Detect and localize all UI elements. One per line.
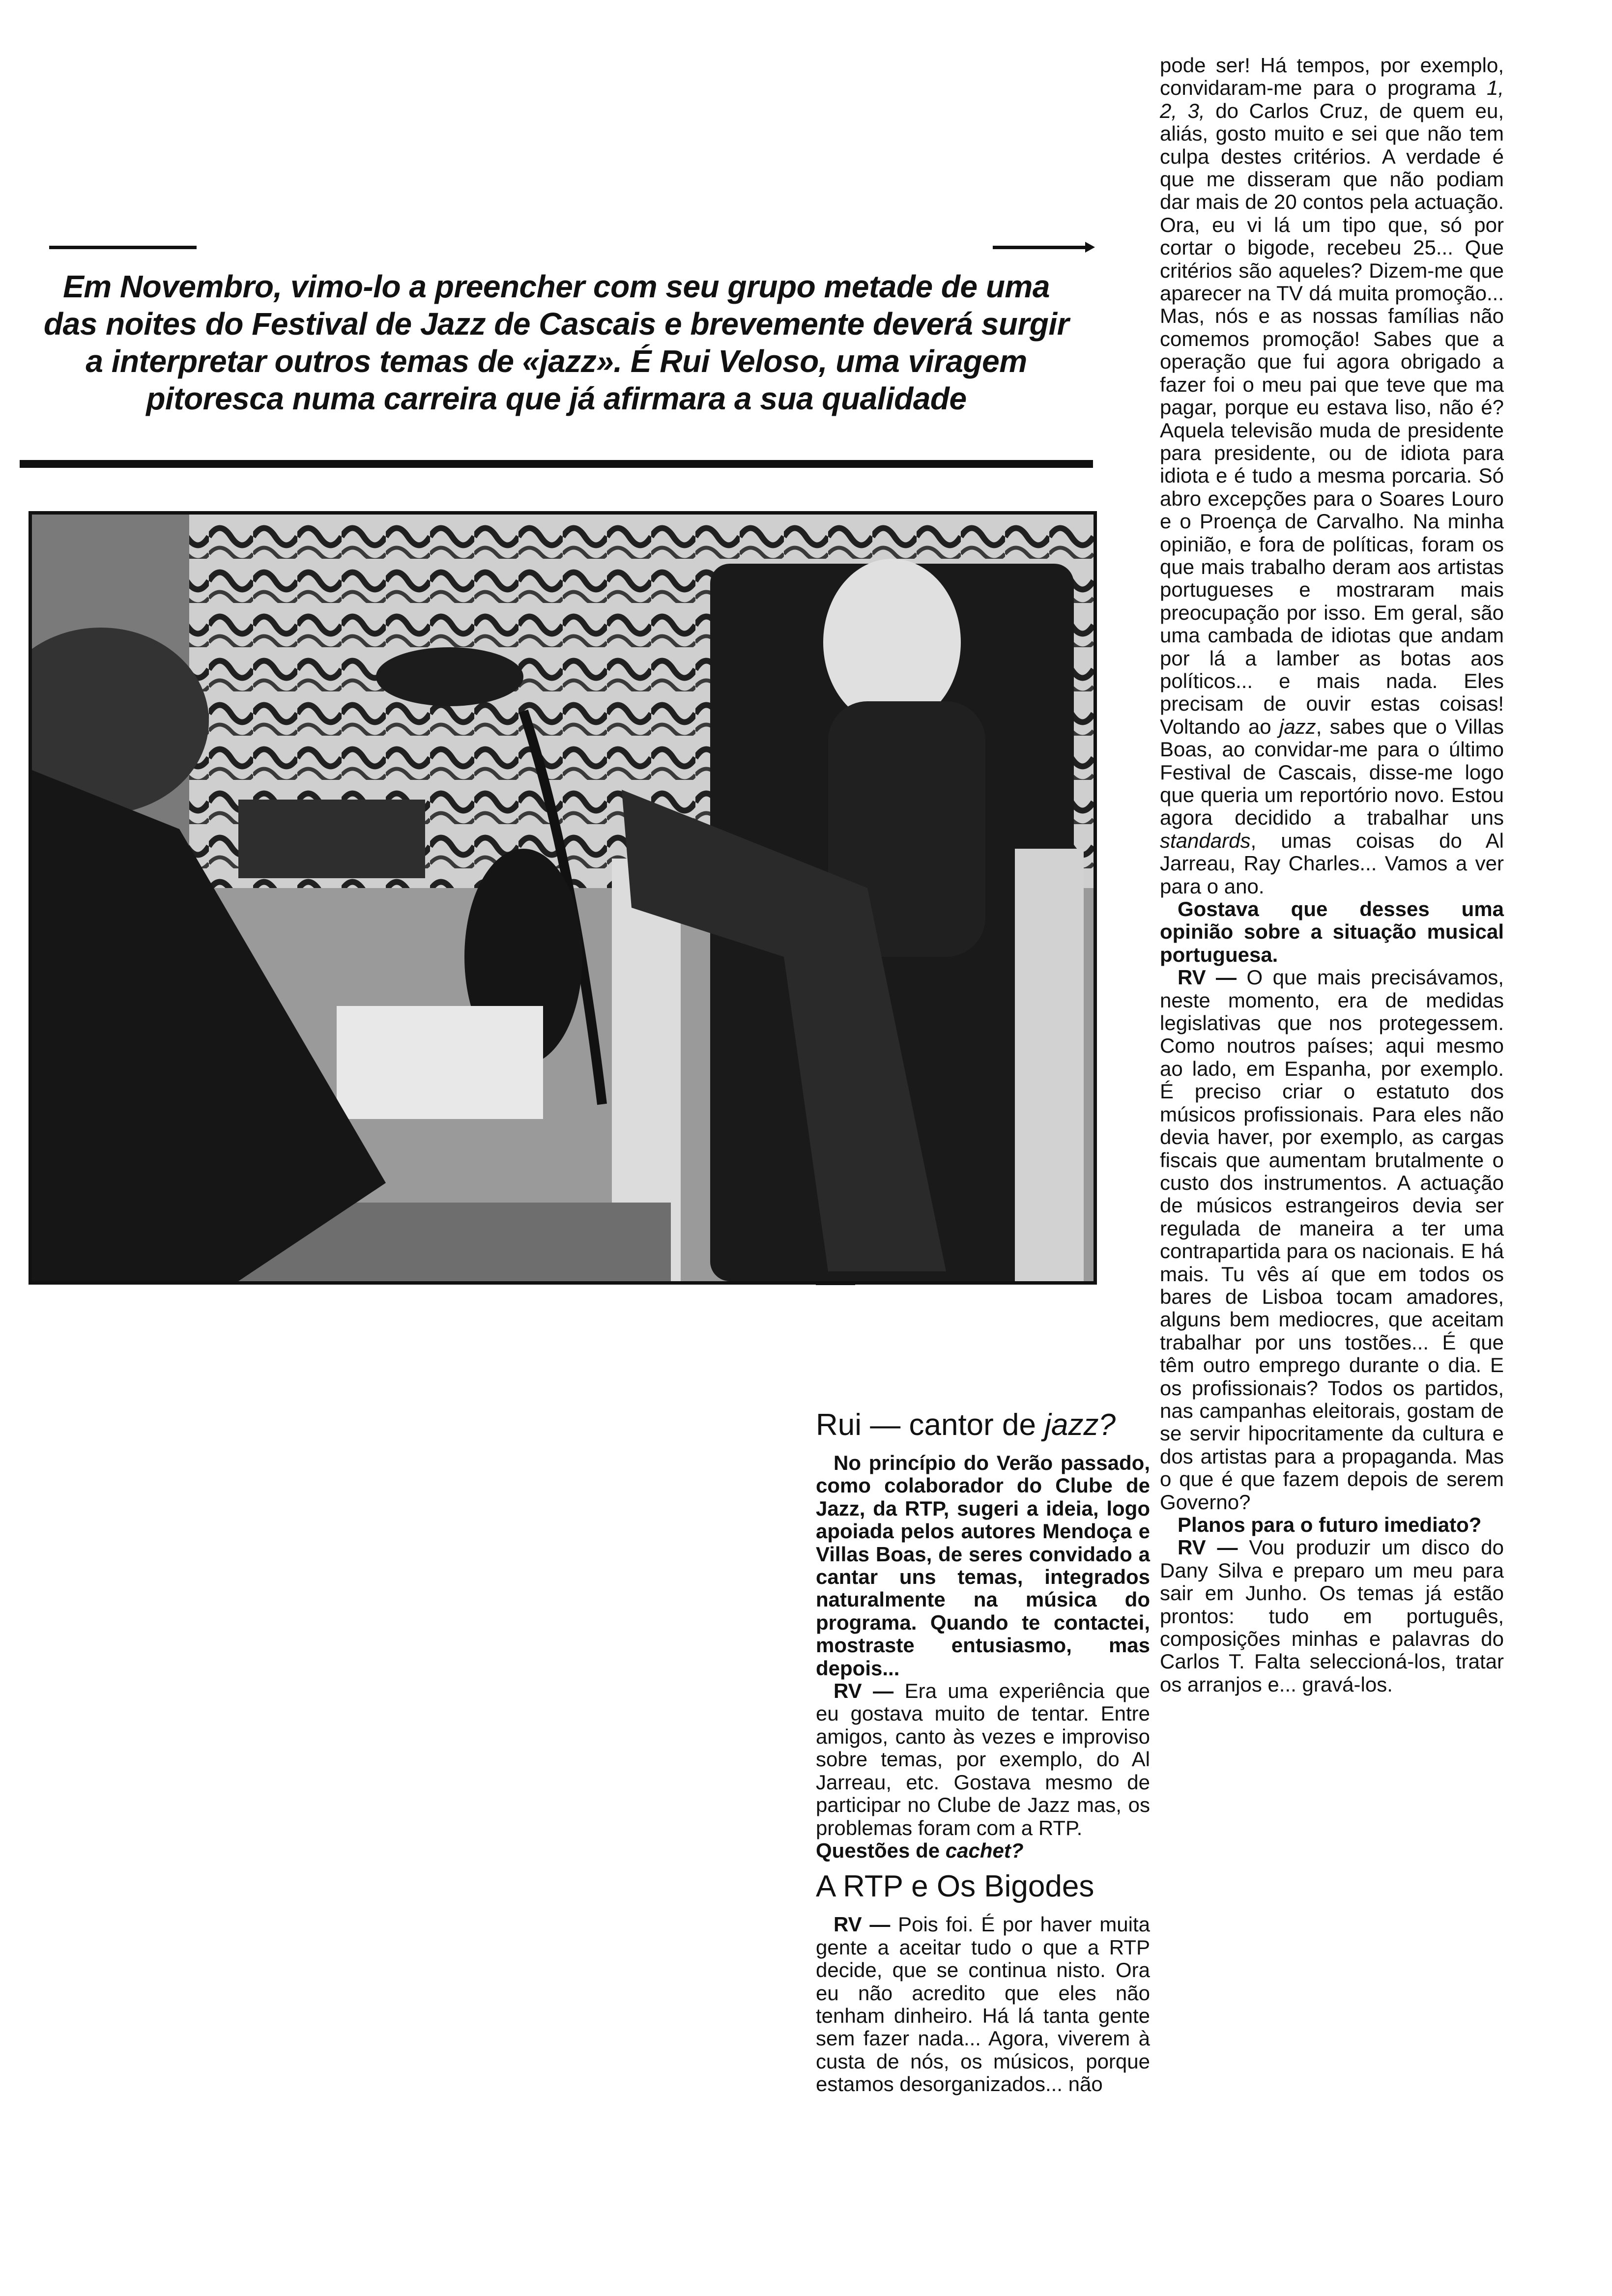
standfirst-line: pitoresca numa carreira que já afirmara a sua qualidade — [146, 381, 967, 416]
top-rule-left — [49, 246, 197, 249]
answer-3 — [1160, 966, 1504, 1514]
speaker-label: RV — — [834, 1913, 898, 1936]
continued-answer — [1160, 54, 1504, 898]
photo-rui-veloso — [29, 511, 1097, 1285]
jazz-word: jazz — [1279, 715, 1316, 738]
answer-2 — [816, 1913, 1150, 2095]
subheading: A RTP e Os Bigodes — [816, 1869, 1094, 1904]
top-rule-right — [993, 246, 1086, 249]
question-2-italic: cachet? — [945, 1838, 1024, 1862]
answer-1 — [816, 1680, 1150, 1839]
continued-text: , sabes que o Villas Boas, ao convidar-me para o último Festival de Cascais, disse-me logo que queria um reportório novo. Estou agora decidido a trabalhar uns — [1160, 715, 1504, 830]
speaker-label: RV — — [1178, 966, 1247, 989]
standfirst-line: das noites do Festival de Jazz de Cascais e brevemente deverá surgir — [43, 306, 1069, 342]
question-2 — [816, 1839, 1150, 1862]
continued-text: do Carlos Cruz, de quem eu, aliás, gosto muito e sei que não tem culpa destes critérios. A verdade é que me disseram que não podiam dar mais de 20 contos pela actuação. Ora, eu vi lá um tipo que, só por cortar o bigode, recebeu 25... Que critérios são aqueles? Dizem-me que aparecer na TV dá muita promoção... Mas, nós e as nossas famílias não comemos promoção! Sabes que a operação que fui agora obrigado a fazer foi o meu pai que teve que ma pagar, porque eu estava liso, não é? Aquela televisão muda de presidente para presidente, ou de idiota para idiota e é tudo a mesma porcaria. Só abro excepções para o Soares Louro e o Proença de Carvalho. Na minha opinião, e fora de políticas, foram os que mais trabalho deram aos artistas portugueses e mostraram mais preocupação por isso. Em geral, são uma cambada de idiotas que andam por lá a lamber as botas aos políticos... e mais nada. Eles precisam de ouvir estas coisas! Voltando ao — [1160, 99, 1504, 738]
article-title-text: Rui — cantor de — [816, 1408, 1045, 1442]
answer-2-text: Pois foi. É por haver muita gente a aceitar tudo o que a RTP decide, que se continua nisto. Ora eu não acredito que eles não tenham dinheiro. Há lá tanta gente sem fazer nada... Agora, viverem à custa de nós, os músicos, porque estamos desorganizados... não — [816, 1913, 1150, 2096]
standards-word: standards — [1160, 829, 1251, 852]
article-title-italic: jazz? — [1044, 1408, 1116, 1442]
photo-tick — [816, 1283, 855, 1285]
program-title: 1, 2, 3, — [1160, 76, 1504, 122]
answer-3-text: O que mais precisávamos, neste momento, era de medidas legislativas que nos protegessem. Como noutros países; aqui mesmo ao lado, em Espanha, por exemplo. É preciso criar o estatuto dos músicos profissionais. Para eles não devia haver, por exemplo, as cargas fiscais que aumentam brutalmente o custo dos instrumentos. A actuação de músicos estrangeiros devia ser regulada de maneira a ter uma contrapartida para os nacionais. E há mais. Tu vês aí que em todos os bares de Lisboa tocam amadores, alguns bem mediocres, que aceitam trabalhar por uns tostões... É que têm outro emprego durante o dia. E os profissionais? Todos os partidos, nas campanhas eleitorais, gostam de se servir hipocritamente da cultura e dos artistas para a propaganda. Mas o que é que fazem depois de serem Governo? — [1160, 966, 1504, 1514]
article-title — [816, 1406, 1150, 1445]
article-column-right — [1160, 54, 1504, 1696]
speaker-label: RV — — [1178, 1536, 1249, 1559]
photo-image — [32, 515, 1094, 1281]
answer-4-text: Vou produzir um disco do Dany Silva e preparo um meu para sair em Junho. Os temas já estão prontos: tudo em português, composições minhas e palavras do Carlos T. Falta seleccioná-los, tratar os arranjos e... gravá-los. — [1160, 1536, 1504, 1696]
question-4: Planos para o futuro imediato? — [1178, 1513, 1482, 1536]
answer-4 — [1160, 1536, 1504, 1696]
standfirst — [20, 268, 1093, 417]
article-column-middle — [816, 1401, 1150, 2096]
continued-text: , umas coisas do Al Jarreau, Ray Charles... Vamos a ver para o ano. — [1160, 829, 1504, 898]
speaker-label: RV — — [834, 1679, 905, 1703]
divider-rule — [20, 460, 1093, 468]
continued-text: pode ser! Há tempos, por exemplo, convidaram-me para o programa — [1160, 54, 1504, 100]
answer-1-text: Era uma experiência que eu gostava muito de tentar. Entre amigos, canto às vezes e improviso sobre temas, por exemplo, do Al Jarreau, etc. Gostava mesmo de participar no Clube de Jazz mas, os problemas foram com a RTP. — [816, 1679, 1150, 1839]
question-2-text: Questões de — [816, 1838, 946, 1862]
standfirst-line: Em Novembro, vimo-lo a preencher com seu grupo metade de uma — [63, 269, 1050, 304]
question-1: No princípio do Verão passado, como colaborador do Clube de Jazz, da RTP, sugeri a ideia, logo apoiada pelos autores Mendoça e Villas Boas, de seres convidado a cantar uns temas, integrados naturalmente na música do programa. Quando te contactei, mostraste entusiasmo, mas depois... — [816, 1451, 1150, 1680]
standfirst-line: a interpretar outros temas de «jazz». É Rui Veloso, uma viragem — [86, 344, 1027, 379]
question-3: Gostava que desses uma opinião sobre a situação musical portuguesa. — [1160, 897, 1504, 966]
